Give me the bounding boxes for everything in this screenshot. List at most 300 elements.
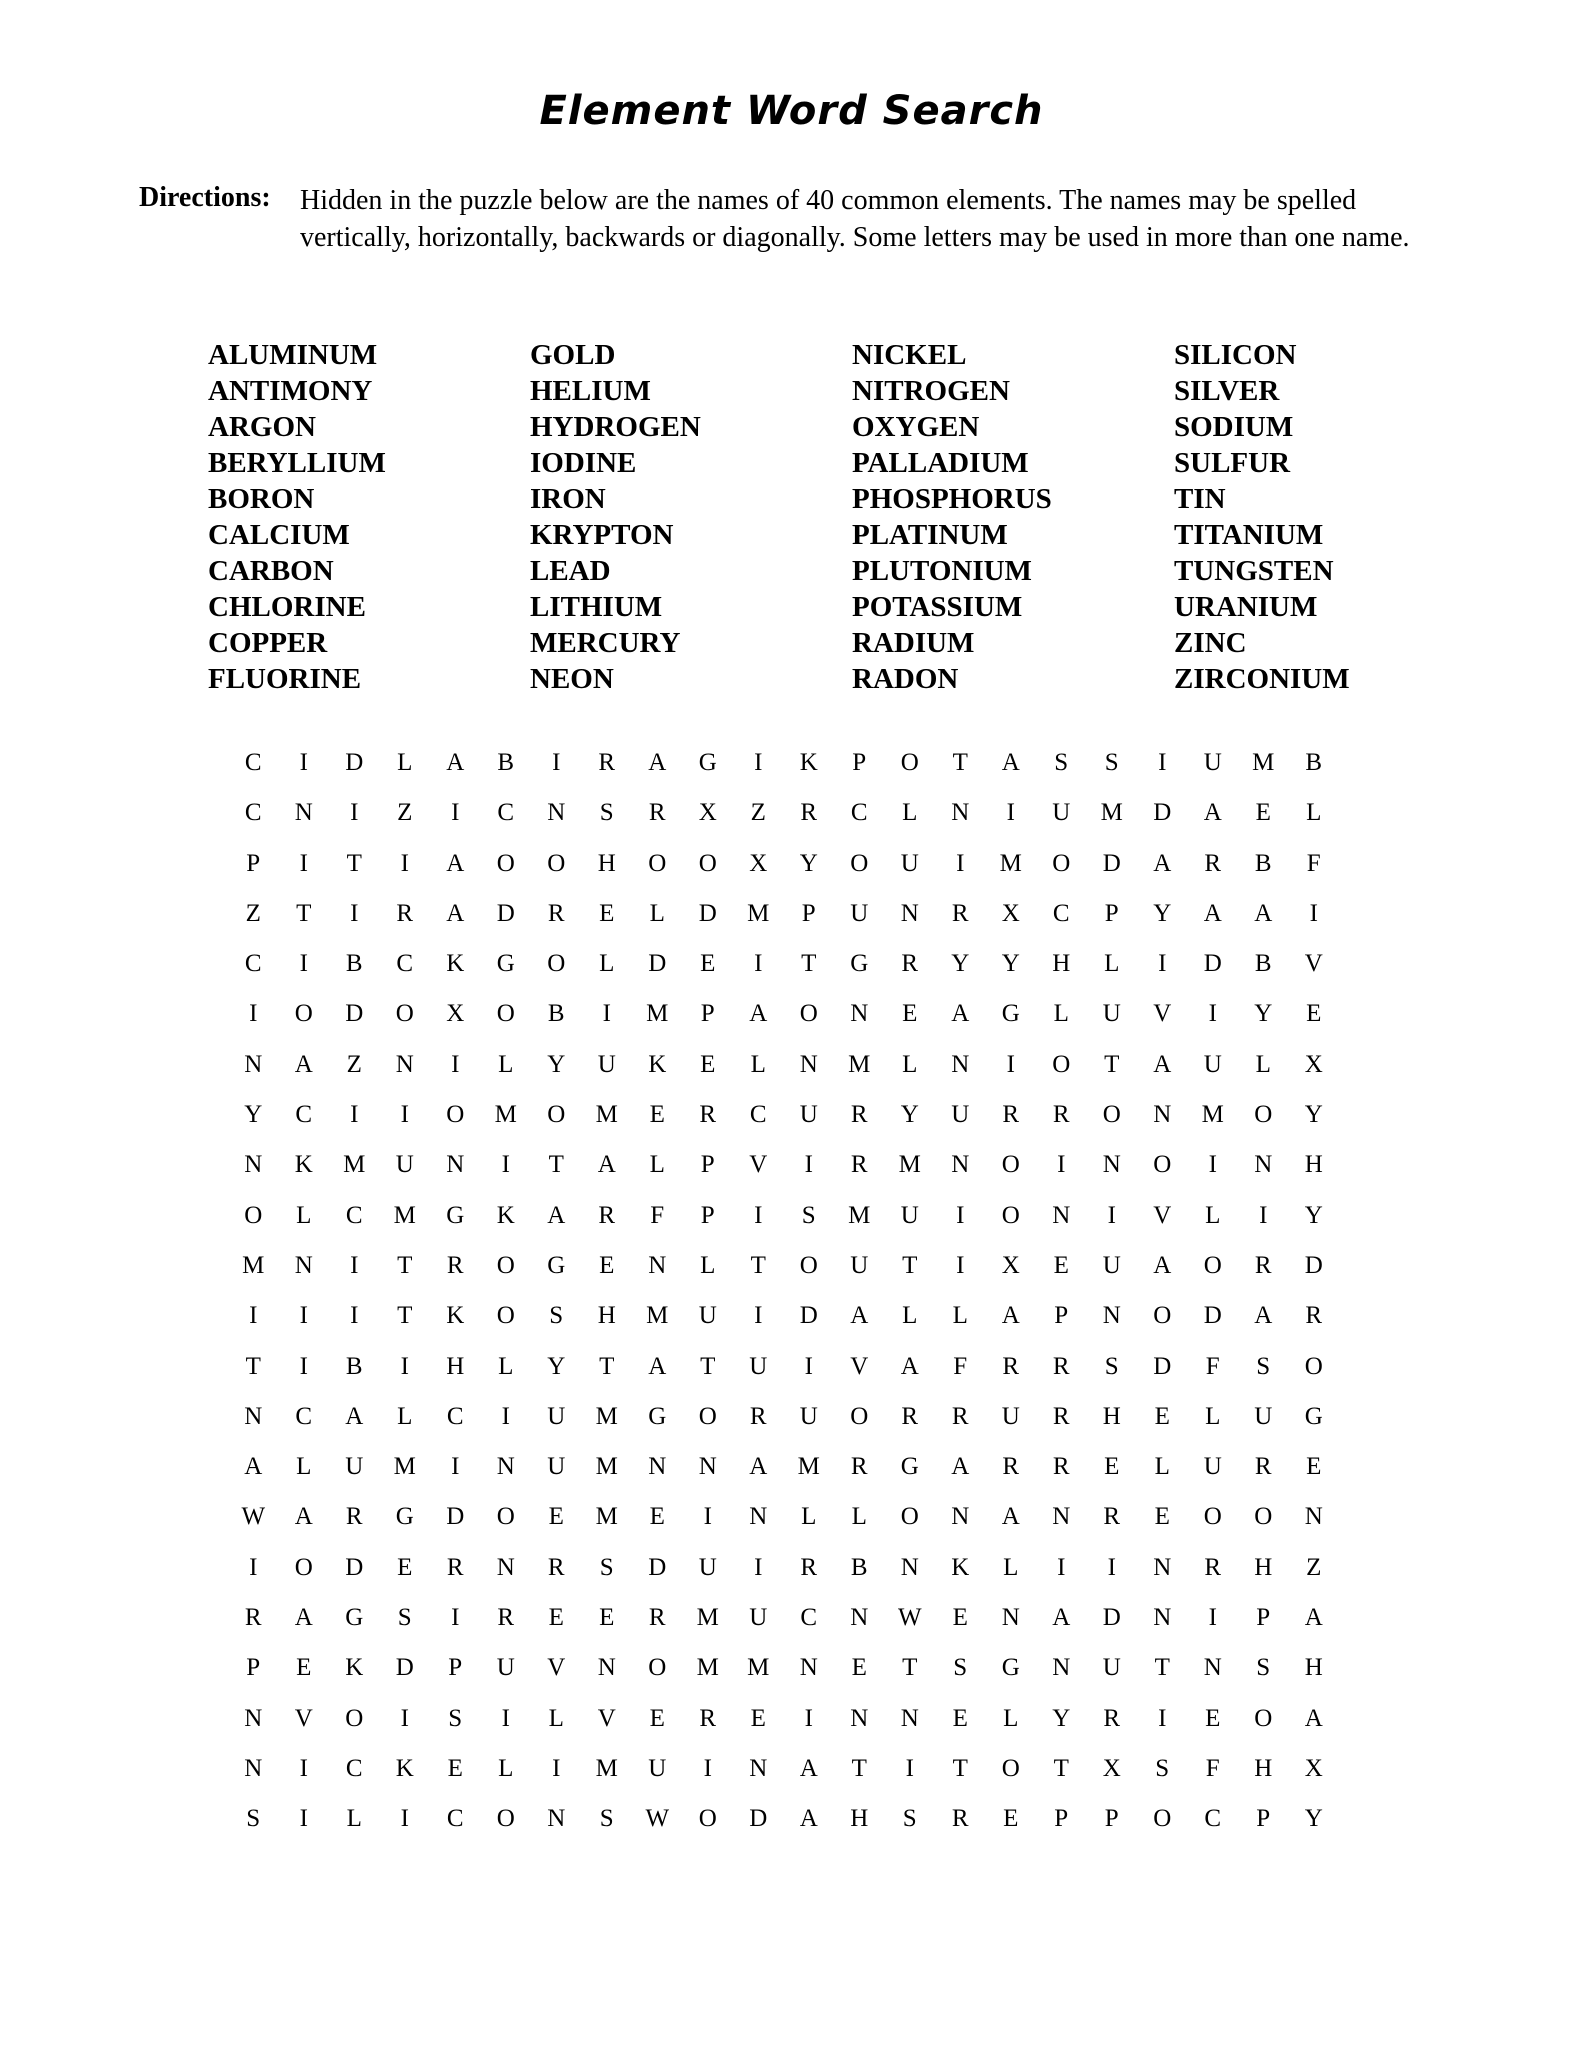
grid-letter[interactable]: V — [850, 1352, 869, 1380]
grid-letter[interactable]: P — [246, 1654, 261, 1682]
grid-letter[interactable]: R — [1103, 1704, 1121, 1732]
grid-letter[interactable]: U — [749, 1604, 768, 1632]
grid-letter[interactable]: A — [900, 1352, 919, 1380]
grid-letter[interactable]: V — [1304, 950, 1323, 978]
grid-letter[interactable]: D — [1304, 1251, 1323, 1279]
grid-letter[interactable]: N — [951, 1503, 970, 1531]
grid-letter[interactable]: A — [446, 849, 465, 877]
grid-letter[interactable]: R — [244, 1604, 262, 1632]
grid-letter[interactable]: C — [345, 1201, 363, 1229]
grid-letter[interactable]: I — [1107, 1553, 1116, 1581]
grid-letter[interactable]: I — [804, 1352, 813, 1380]
grid-letter[interactable]: U — [900, 849, 919, 877]
grid-letter[interactable]: O — [648, 1654, 667, 1682]
grid-letter[interactable]: P — [1054, 1302, 1069, 1330]
grid-letter[interactable]: M — [1252, 749, 1275, 776]
grid-letter[interactable]: A — [799, 1805, 818, 1833]
grid-letter[interactable]: D — [345, 1000, 364, 1028]
grid-letter[interactable]: A — [749, 1000, 768, 1028]
grid-letter[interactable]: H — [597, 1302, 616, 1330]
grid-letter[interactable]: N — [244, 1754, 263, 1782]
grid-letter[interactable]: T — [346, 849, 362, 877]
grid-letter[interactable]: O — [900, 749, 919, 776]
grid-letter[interactable]: C — [446, 1805, 464, 1833]
grid-letter[interactable]: D — [496, 899, 515, 927]
grid-letter[interactable]: K — [951, 1553, 970, 1581]
grid-letter[interactable]: A — [850, 1302, 869, 1330]
grid-letter[interactable]: D — [648, 950, 667, 978]
grid-letter[interactable]: N — [799, 1050, 818, 1078]
grid-letter[interactable]: U — [850, 1251, 869, 1279]
grid-letter[interactable]: R — [598, 749, 616, 776]
grid-letter[interactable]: O — [1304, 1352, 1323, 1380]
grid-letter[interactable]: U — [1102, 1251, 1121, 1279]
grid-letter[interactable]: U — [850, 899, 869, 927]
grid-letter[interactable]: A — [1052, 1604, 1071, 1632]
grid-letter[interactable]: I — [299, 1352, 308, 1380]
grid-letter[interactable]: M — [595, 1101, 618, 1129]
grid-letter[interactable]: I — [1208, 1000, 1217, 1028]
grid-letter[interactable]: N — [1102, 1151, 1121, 1179]
grid-letter[interactable]: I — [1208, 1151, 1217, 1179]
grid-letter[interactable]: V — [1153, 1201, 1172, 1229]
grid-letter[interactable]: U — [1102, 1654, 1121, 1682]
grid-letter[interactable]: A — [648, 1352, 667, 1380]
grid-letter[interactable]: U — [1052, 799, 1071, 827]
grid-letter[interactable]: L — [548, 1704, 564, 1732]
grid-letter[interactable]: E — [599, 1251, 615, 1279]
grid-letter[interactable]: O — [446, 1101, 465, 1129]
grid-letter[interactable]: M — [1100, 799, 1123, 827]
grid-letter[interactable]: Z — [397, 799, 413, 827]
grid-letter[interactable]: C — [749, 1101, 767, 1129]
grid-letter[interactable]: T — [1053, 1754, 1069, 1782]
grid-letter[interactable]: C — [497, 799, 515, 827]
grid-letter[interactable]: G — [345, 1604, 364, 1632]
grid-letter[interactable]: V — [294, 1704, 313, 1732]
grid-letter[interactable]: E — [599, 1604, 615, 1632]
grid-letter[interactable]: O — [1001, 1151, 1020, 1179]
grid-letter[interactable]: R — [699, 1704, 717, 1732]
grid-letter[interactable]: I — [1057, 1553, 1066, 1581]
grid-letter[interactable]: Y — [1001, 950, 1020, 978]
grid-letter[interactable]: A — [446, 899, 465, 927]
grid-letter[interactable]: B — [1254, 849, 1272, 877]
grid-letter[interactable]: O — [1052, 849, 1071, 877]
grid-letter[interactable]: G — [1304, 1402, 1323, 1430]
grid-letter[interactable]: B — [497, 749, 515, 776]
grid-letter[interactable]: D — [395, 1654, 414, 1682]
grid-letter[interactable]: Y — [547, 1050, 566, 1078]
grid-letter[interactable]: E — [397, 1553, 413, 1581]
grid-letter[interactable]: S — [1256, 1352, 1271, 1380]
grid-letter[interactable]: B — [345, 950, 363, 978]
grid-letter[interactable]: M — [393, 1453, 416, 1481]
grid-letter[interactable]: K — [648, 1050, 667, 1078]
grid-letter[interactable]: P — [700, 1201, 715, 1229]
grid-letter[interactable]: G — [547, 1251, 566, 1279]
grid-letter[interactable]: K — [446, 950, 465, 978]
grid-letter[interactable]: E — [1104, 1453, 1120, 1481]
grid-letter[interactable]: H — [1052, 950, 1071, 978]
grid-letter[interactable]: R — [1254, 1453, 1272, 1481]
grid-letter[interactable]: C — [396, 950, 414, 978]
grid-letter[interactable]: M — [595, 1754, 618, 1782]
grid-letter[interactable]: T — [245, 1352, 261, 1380]
grid-letter[interactable]: I — [249, 1553, 258, 1581]
grid-letter[interactable]: G — [395, 1503, 414, 1531]
grid-letter[interactable]: R — [648, 799, 666, 827]
grid-letter[interactable]: I — [400, 1704, 409, 1732]
grid-letter[interactable]: Y — [900, 1101, 919, 1129]
grid-letter[interactable]: C — [850, 799, 868, 827]
grid-letter[interactable]: H — [597, 849, 616, 877]
grid-letter[interactable]: O — [698, 1805, 717, 1833]
grid-letter[interactable]: N — [446, 1151, 465, 1179]
grid-letter[interactable]: I — [754, 950, 763, 978]
grid-letter[interactable]: N — [244, 1402, 263, 1430]
grid-letter[interactable]: S — [549, 1302, 564, 1330]
grid-letter[interactable]: A — [345, 1402, 364, 1430]
grid-letter[interactable]: Y — [244, 1101, 263, 1129]
grid-letter[interactable]: M — [595, 1402, 618, 1430]
grid-letter[interactable]: O — [850, 849, 869, 877]
grid-letter[interactable]: M — [747, 1654, 770, 1682]
grid-letter[interactable]: E — [1003, 1805, 1019, 1833]
grid-letter[interactable]: N — [597, 1654, 616, 1682]
grid-letter[interactable]: C — [1052, 899, 1070, 927]
grid-letter[interactable]: E — [952, 1704, 968, 1732]
grid-letter[interactable]: M — [646, 1000, 669, 1028]
grid-letter[interactable]: R — [446, 1553, 464, 1581]
grid-letter[interactable]: N — [799, 1654, 818, 1682]
grid-letter[interactable]: S — [1054, 749, 1069, 776]
grid-letter[interactable]: N — [547, 1805, 566, 1833]
grid-letter[interactable]: O — [1153, 1805, 1172, 1833]
grid-letter[interactable]: D — [698, 899, 717, 927]
grid-letter[interactable]: T — [952, 1754, 968, 1782]
grid-letter[interactable]: I — [1259, 1201, 1268, 1229]
grid-letter[interactable]: U — [749, 1352, 768, 1380]
grid-letter[interactable]: T — [296, 899, 312, 927]
grid-letter[interactable]: I — [501, 1151, 510, 1179]
grid-letter[interactable]: U — [951, 1101, 970, 1129]
grid-letter[interactable]: R — [749, 1402, 767, 1430]
grid-letter[interactable]: I — [299, 1754, 308, 1782]
grid-letter[interactable]: E — [700, 950, 716, 978]
grid-letter[interactable]: L — [397, 749, 413, 776]
grid-letter[interactable]: U — [1001, 1402, 1020, 1430]
grid-letter[interactable]: O — [698, 1402, 717, 1430]
grid-letter[interactable]: V — [1153, 1000, 1172, 1028]
grid-letter[interactable]: U — [345, 1453, 364, 1481]
grid-letter[interactable]: N — [749, 1503, 768, 1531]
grid-letter[interactable]: R — [446, 1251, 464, 1279]
grid-letter[interactable]: W — [645, 1805, 670, 1833]
grid-letter[interactable]: O — [799, 1251, 818, 1279]
grid-letter[interactable]: R — [1305, 1302, 1323, 1330]
grid-letter[interactable]: A — [294, 1604, 313, 1632]
grid-letter[interactable]: I — [400, 1101, 409, 1129]
grid-letter[interactable]: N — [951, 1050, 970, 1078]
grid-letter[interactable]: L — [851, 1503, 867, 1531]
grid-letter[interactable]: T — [1154, 1654, 1170, 1682]
grid-letter[interactable]: I — [956, 1201, 965, 1229]
grid-letter[interactable]: O — [496, 849, 515, 877]
grid-letter[interactable]: N — [900, 1704, 919, 1732]
grid-letter[interactable]: G — [446, 1201, 465, 1229]
grid-letter[interactable]: R — [800, 1553, 818, 1581]
grid-letter[interactable]: I — [400, 849, 409, 877]
grid-letter[interactable]: N — [698, 1453, 717, 1481]
grid-letter[interactable]: D — [1203, 950, 1222, 978]
grid-letter[interactable]: V — [749, 1151, 768, 1179]
grid-letter[interactable]: I — [249, 1302, 258, 1330]
grid-letter[interactable]: O — [1052, 1050, 1071, 1078]
grid-letter[interactable]: N — [244, 1704, 263, 1732]
grid-letter[interactable]: N — [294, 1251, 313, 1279]
grid-letter[interactable]: Y — [1304, 1805, 1323, 1833]
grid-letter[interactable]: N — [244, 1151, 263, 1179]
grid-letter[interactable]: F — [1306, 849, 1321, 877]
grid-letter[interactable]: O — [294, 1000, 313, 1028]
grid-letter[interactable]: N — [1153, 1101, 1172, 1129]
grid-letter[interactable]: L — [649, 899, 665, 927]
grid-letter[interactable]: S — [246, 1805, 261, 1833]
grid-letter[interactable]: U — [395, 1151, 414, 1179]
grid-letter[interactable]: A — [1001, 1503, 1020, 1531]
grid-letter[interactable]: S — [599, 1805, 614, 1833]
grid-letter[interactable]: T — [599, 1352, 615, 1380]
grid-letter[interactable]: D — [648, 1553, 667, 1581]
grid-letter[interactable]: O — [1203, 1503, 1222, 1531]
grid-letter[interactable]: U — [547, 1453, 566, 1481]
grid-letter[interactable]: R — [1052, 1352, 1070, 1380]
grid-letter[interactable]: K — [496, 1201, 515, 1229]
grid-letter[interactable]: H — [1254, 1754, 1273, 1782]
grid-letter[interactable]: N — [244, 1050, 263, 1078]
grid-letter[interactable]: R — [850, 1151, 868, 1179]
grid-letter[interactable]: E — [851, 1654, 867, 1682]
grid-letter[interactable]: I — [350, 1302, 359, 1330]
grid-letter[interactable]: N — [1153, 1604, 1172, 1632]
grid-letter[interactable]: X — [698, 799, 717, 827]
grid-letter[interactable]: Y — [799, 849, 818, 877]
grid-letter[interactable]: Y — [1254, 1000, 1273, 1028]
grid-letter[interactable]: I — [1309, 899, 1318, 927]
grid-letter[interactable]: R — [547, 1553, 565, 1581]
grid-letter[interactable]: N — [648, 1251, 667, 1279]
grid-letter[interactable]: I — [400, 1805, 409, 1833]
grid-letter[interactable]: K — [395, 1754, 414, 1782]
grid-letter[interactable]: A — [1203, 799, 1222, 827]
grid-letter[interactable]: N — [547, 799, 566, 827]
grid-letter[interactable]: L — [1003, 1553, 1019, 1581]
grid-letter[interactable]: R — [1002, 1453, 1020, 1481]
grid-letter[interactable]: R — [1002, 1352, 1020, 1380]
grid-letter[interactable]: R — [901, 950, 919, 978]
grid-letter[interactable]: U — [496, 1654, 515, 1682]
grid-letter[interactable]: C — [244, 950, 262, 978]
grid-letter[interactable]: P — [1054, 1805, 1069, 1833]
grid-letter[interactable]: P — [1104, 899, 1119, 927]
grid-letter[interactable]: U — [1203, 749, 1222, 776]
grid-letter[interactable]: R — [951, 1805, 969, 1833]
grid-letter[interactable]: S — [953, 1654, 968, 1682]
grid-letter[interactable]: I — [1006, 1050, 1015, 1078]
grid-letter[interactable]: I — [451, 799, 460, 827]
grid-letter[interactable]: G — [1001, 1654, 1020, 1682]
grid-letter[interactable]: U — [547, 1402, 566, 1430]
grid-letter[interactable]: N — [294, 799, 313, 827]
grid-letter[interactable]: N — [1052, 1201, 1071, 1229]
grid-letter[interactable]: I — [754, 1553, 763, 1581]
grid-letter[interactable]: U — [648, 1754, 667, 1782]
grid-letter[interactable]: O — [547, 1101, 566, 1129]
grid-letter[interactable]: D — [1203, 1302, 1222, 1330]
grid-letter[interactable]: M — [848, 1050, 871, 1078]
grid-letter[interactable]: N — [395, 1050, 414, 1078]
grid-letter[interactable]: L — [346, 1805, 362, 1833]
grid-letter[interactable]: S — [599, 1553, 614, 1581]
grid-letter[interactable]: A — [1001, 749, 1020, 776]
grid-letter[interactable]: X — [1304, 1754, 1323, 1782]
grid-letter[interactable]: E — [952, 1604, 968, 1632]
grid-letter[interactable]: P — [700, 1000, 715, 1028]
grid-letter[interactable]: I — [299, 1302, 308, 1330]
grid-letter[interactable]: A — [1153, 1251, 1172, 1279]
grid-letter[interactable]: L — [599, 950, 615, 978]
grid-letter[interactable]: I — [804, 1151, 813, 1179]
grid-letter[interactable]: Y — [547, 1352, 566, 1380]
grid-letter[interactable]: I — [451, 1453, 460, 1481]
grid-letter[interactable]: I — [703, 1503, 712, 1531]
grid-letter[interactable]: E — [1154, 1503, 1170, 1531]
grid-letter[interactable]: M — [797, 1453, 820, 1481]
grid-letter[interactable]: L — [1003, 1704, 1019, 1732]
grid-letter[interactable]: C — [244, 799, 262, 827]
grid-letter[interactable]: G — [1001, 1000, 1020, 1028]
grid-letter[interactable]: G — [698, 749, 717, 776]
grid-letter[interactable]: I — [1107, 1201, 1116, 1229]
grid-letter[interactable]: L — [801, 1503, 817, 1531]
grid-letter[interactable]: U — [900, 1201, 919, 1229]
grid-letter[interactable]: D — [749, 1805, 768, 1833]
grid-letter[interactable]: O — [496, 1805, 515, 1833]
grid-letter[interactable]: I — [350, 899, 359, 927]
grid-letter[interactable]: A — [648, 749, 667, 776]
grid-letter[interactable]: R — [951, 899, 969, 927]
grid-letter[interactable]: A — [951, 1000, 970, 1028]
grid-letter[interactable]: Z — [346, 1050, 362, 1078]
grid-letter[interactable]: L — [750, 1050, 766, 1078]
grid-letter[interactable]: N — [1001, 1604, 1020, 1632]
grid-letter[interactable]: O — [1001, 1201, 1020, 1229]
grid-letter[interactable]: N — [900, 899, 919, 927]
grid-letter[interactable]: I — [299, 749, 308, 776]
grid-letter[interactable]: R — [850, 1453, 868, 1481]
grid-letter[interactable]: L — [952, 1302, 968, 1330]
grid-letter[interactable]: L — [498, 1050, 514, 1078]
grid-letter[interactable]: L — [649, 1151, 665, 1179]
grid-letter[interactable]: R — [1204, 849, 1222, 877]
grid-letter[interactable]: N — [648, 1453, 667, 1481]
grid-letter[interactable]: R — [850, 1101, 868, 1129]
grid-letter[interactable]: O — [496, 1251, 515, 1279]
grid-letter[interactable]: T — [851, 1754, 867, 1782]
grid-letter[interactable]: S — [599, 799, 614, 827]
grid-letter[interactable]: A — [1254, 1302, 1273, 1330]
grid-letter[interactable]: U — [698, 1302, 717, 1330]
grid-letter[interactable]: K — [345, 1654, 364, 1682]
grid-letter[interactable]: I — [956, 849, 965, 877]
grid-letter[interactable]: A — [547, 1201, 566, 1229]
grid-letter[interactable]: I — [299, 849, 308, 877]
grid-letter[interactable]: R — [547, 899, 565, 927]
grid-letter[interactable]: I — [1158, 1704, 1167, 1732]
grid-letter[interactable]: L — [1205, 1201, 1221, 1229]
grid-letter[interactable]: M — [646, 1302, 669, 1330]
grid-letter[interactable]: N — [1153, 1553, 1172, 1581]
grid-letter[interactable]: E — [649, 1503, 665, 1531]
grid-letter[interactable]: O — [1001, 1754, 1020, 1782]
grid-letter[interactable]: A — [294, 1503, 313, 1531]
grid-letter[interactable]: I — [754, 1201, 763, 1229]
grid-letter[interactable]: F — [1205, 1352, 1220, 1380]
grid-letter[interactable]: I — [400, 1352, 409, 1380]
grid-letter[interactable]: R — [1204, 1553, 1222, 1581]
grid-letter[interactable]: I — [299, 950, 308, 978]
grid-letter[interactable]: O — [496, 1503, 515, 1531]
grid-letter[interactable]: O — [900, 1503, 919, 1531]
grid-letter[interactable]: E — [902, 1000, 918, 1028]
grid-letter[interactable]: I — [299, 1805, 308, 1833]
grid-letter[interactable]: U — [597, 1050, 616, 1078]
grid-letter[interactable]: B — [1254, 950, 1272, 978]
grid-letter[interactable]: P — [801, 899, 816, 927]
grid-letter[interactable]: O — [799, 1000, 818, 1028]
grid-letter[interactable]: O — [395, 1000, 414, 1028]
grid-letter[interactable]: M — [595, 1503, 618, 1531]
grid-letter[interactable]: T — [548, 1151, 564, 1179]
grid-letter[interactable]: M — [242, 1251, 265, 1279]
grid-letter[interactable]: U — [799, 1402, 818, 1430]
grid-letter[interactable]: U — [698, 1553, 717, 1581]
grid-letter[interactable]: R — [345, 1503, 363, 1531]
grid-letter[interactable]: L — [397, 1402, 413, 1430]
grid-letter[interactable]: P — [1104, 1805, 1119, 1833]
grid-letter[interactable]: U — [1254, 1402, 1273, 1430]
grid-letter[interactable]: S — [801, 1201, 816, 1229]
grid-letter[interactable]: U — [799, 1101, 818, 1129]
grid-letter[interactable]: C — [1204, 1805, 1222, 1833]
grid-letter[interactable]: E — [1255, 799, 1271, 827]
grid-letter[interactable]: L — [1306, 799, 1322, 827]
grid-letter[interactable]: F — [953, 1352, 968, 1380]
grid-letter[interactable]: L — [296, 1201, 312, 1229]
grid-letter[interactable]: M — [494, 1101, 517, 1129]
grid-letter[interactable]: M — [696, 1604, 719, 1632]
grid-letter[interactable]: P — [1256, 1604, 1271, 1632]
grid-letter[interactable]: F — [650, 1201, 665, 1229]
grid-letter[interactable]: Y — [951, 950, 970, 978]
grid-letter[interactable]: M — [898, 1151, 921, 1179]
grid-letter[interactable]: M — [999, 849, 1022, 877]
grid-letter[interactable]: B — [850, 1553, 868, 1581]
grid-letter[interactable]: O — [1254, 1704, 1273, 1732]
grid-letter[interactable]: L — [902, 1302, 918, 1330]
grid-letter[interactable]: K — [446, 1302, 465, 1330]
